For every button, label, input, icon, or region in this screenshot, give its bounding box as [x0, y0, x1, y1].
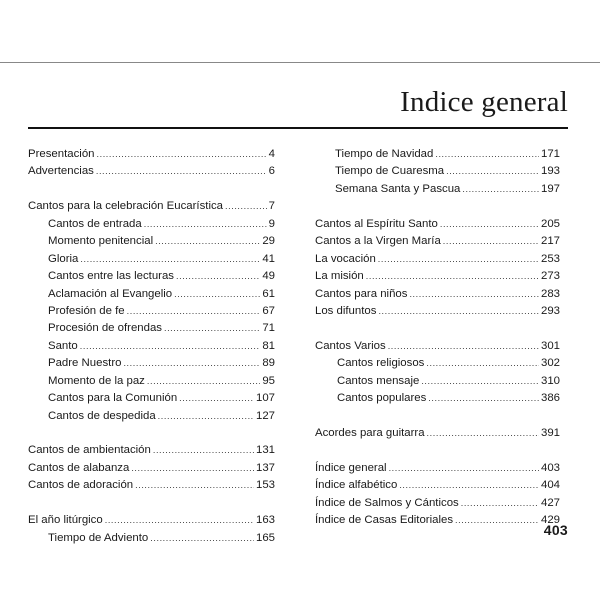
toc-entry-page: 403 — [540, 461, 560, 474]
toc-entry-label: La vocación — [315, 252, 376, 265]
toc-entry-page: 7 — [268, 200, 275, 213]
dot-leader — [105, 512, 254, 529]
toc-entry-label: Santo — [48, 339, 78, 352]
toc-entry-page: 404 — [540, 479, 560, 492]
dot-leader — [455, 512, 539, 529]
toc-entry-page: 29 — [262, 235, 275, 248]
toc-subentry[interactable] — [28, 338, 275, 355]
dot-leader — [174, 286, 260, 303]
toc-entry-page: 273 — [540, 270, 560, 283]
toc-entry[interactable] — [28, 460, 275, 477]
dot-leader — [443, 233, 539, 250]
page-title: Indice general — [400, 86, 568, 118]
toc-entry[interactable] — [28, 198, 275, 215]
toc-entry-page: 171 — [540, 148, 560, 160]
dot-leader — [435, 146, 539, 163]
toc-entry-label: Padre Nuestro — [48, 357, 122, 370]
toc-entry-label: Cantos de adoración — [28, 479, 134, 492]
toc-entry-label: Los difuntos — [315, 304, 377, 317]
toc-entry-page: 193 — [540, 165, 560, 178]
toc-entry-label: Semana Santa y Pascua — [335, 182, 461, 195]
section-spacer — [315, 408, 560, 425]
toc-entry-page: 283 — [540, 287, 560, 300]
toc-entry[interactable] — [315, 233, 560, 250]
dot-leader — [461, 495, 539, 512]
toc-entry-page: 293 — [540, 304, 560, 317]
toc-entry-label: Cantos mensaje — [337, 374, 420, 387]
dot-leader — [80, 251, 260, 268]
dot-leader — [440, 216, 539, 233]
toc-entry-label: Cantos entre las lecturas — [48, 270, 174, 283]
toc-subentry[interactable] — [28, 408, 275, 425]
toc-subentry[interactable] — [28, 373, 275, 390]
dot-leader — [421, 373, 539, 390]
toc-entry-label: Tiempo de Navidad — [335, 148, 434, 160]
section-spacer — [28, 425, 275, 442]
dot-leader — [176, 268, 260, 285]
toc-entry-page: 89 — [262, 357, 275, 370]
dot-leader — [80, 338, 261, 355]
toc-subentry[interactable] — [28, 390, 275, 407]
dot-leader — [399, 477, 539, 494]
toc-subentry[interactable] — [28, 286, 275, 303]
toc-entry-label: El año litúrgico — [28, 514, 103, 527]
toc-entry-page: 165 — [255, 531, 275, 544]
dot-leader — [150, 530, 254, 547]
toc-left-column — [28, 146, 275, 547]
dot-leader — [96, 163, 267, 180]
toc-entry-label: Tiempo de Adviento — [48, 531, 149, 544]
toc-entry-page: 391 — [540, 427, 560, 439]
toc-entry-label: Índice alfabético — [315, 479, 398, 492]
toc-entry[interactable] — [315, 216, 560, 233]
dot-leader — [389, 460, 539, 477]
dot-leader — [131, 460, 254, 477]
toc-subentry[interactable] — [315, 146, 560, 163]
toc-entry-label: Aclamación al Evangelio — [48, 287, 173, 300]
dot-leader — [123, 355, 260, 372]
dot-leader — [462, 181, 539, 198]
toc-entry[interactable] — [315, 251, 560, 268]
toc-subentry[interactable] — [315, 390, 560, 407]
toc-entry-label: Gloria — [48, 252, 79, 265]
toc-right-column — [315, 146, 560, 530]
toc-entry-label: Acordes para guitarra — [315, 427, 425, 439]
toc-entry-label: Cantos populares — [337, 392, 427, 405]
toc-subentry[interactable] — [315, 181, 560, 198]
dot-leader — [153, 442, 254, 459]
toc-entry-label: Índice de Casas Editoriales — [315, 514, 454, 527]
dot-leader — [366, 268, 539, 285]
toc-entry-page: 131 — [255, 444, 275, 457]
dot-leader — [378, 303, 539, 320]
toc-entry-page: 163 — [255, 514, 275, 527]
toc-entry[interactable] — [28, 512, 275, 529]
toc-entry-page: 429 — [540, 514, 560, 527]
dot-leader — [127, 303, 261, 320]
toc-entry-label: Cantos de ambientación — [28, 444, 151, 457]
toc-entry-label: Cantos a la Virgen María — [315, 235, 441, 248]
dot-leader — [155, 233, 260, 250]
toc-entry-page: 49 — [262, 270, 275, 283]
toc-entry-page: 205 — [540, 217, 560, 230]
toc-entry-page: 217 — [540, 235, 560, 248]
toc-entry-page: 71 — [262, 322, 275, 335]
section-spacer — [315, 442, 560, 459]
page-number: 403 — [543, 522, 568, 538]
dot-leader — [428, 390, 539, 407]
dot-leader — [427, 425, 539, 442]
toc-entry-label: Índice de Salmos y Cánticos — [315, 496, 459, 509]
dot-leader — [147, 373, 260, 390]
toc-entry-page: 253 — [540, 252, 560, 265]
toc-entry-page: 302 — [540, 357, 560, 370]
toc-entry-page: 137 — [255, 461, 275, 474]
toc-entry-label: Cantos para la celebración Eucarística — [28, 200, 224, 213]
toc-entry-label: Cantos de alabanza — [28, 461, 130, 474]
dot-leader — [446, 163, 539, 180]
toc-subentry[interactable] — [28, 251, 275, 268]
toc-entry-label: Cantos Varios — [315, 339, 386, 352]
toc-entry[interactable] — [315, 460, 560, 477]
toc-entry[interactable] — [315, 425, 560, 442]
toc-entry-page: 95 — [262, 374, 275, 387]
toc-entry[interactable] — [315, 495, 560, 512]
dot-leader — [388, 338, 539, 355]
toc-entry-label: La misión — [315, 270, 364, 283]
toc-entry-page: 427 — [540, 496, 560, 509]
toc-entry-label: Cantos para niños — [315, 287, 408, 300]
dot-leader — [426, 355, 539, 372]
toc-entry-label: Tiempo de Cuaresma — [335, 165, 445, 178]
toc-entry-label: Profesión de fe — [48, 304, 125, 317]
toc-entry-label: Cantos al Espíritu Santo — [315, 217, 438, 230]
dot-leader — [378, 251, 539, 268]
toc-entry-page: 6 — [268, 165, 275, 178]
toc-entry-page: 41 — [262, 252, 275, 265]
title-underline — [28, 127, 568, 129]
toc-entry-page: 61 — [262, 287, 275, 300]
dot-leader — [135, 477, 254, 494]
toc-entry-page: 127 — [255, 409, 275, 422]
toc-entry-page: 301 — [540, 339, 560, 352]
toc-entry[interactable] — [315, 512, 560, 529]
dot-leader — [179, 390, 254, 407]
section-spacer — [28, 495, 275, 512]
toc-entry-label: Cantos de entrada — [48, 217, 142, 230]
toc-entry[interactable] — [28, 442, 275, 459]
toc-entry-label: Cantos de despedida — [48, 409, 156, 422]
toc-entry[interactable] — [315, 477, 560, 494]
toc-subentry[interactable] — [28, 303, 275, 320]
toc-entry-label: Procesión de ofrendas — [48, 322, 162, 335]
toc-entry-page: 67 — [262, 304, 275, 317]
dot-leader — [164, 320, 260, 337]
dot-leader — [409, 286, 539, 303]
toc-entry-page: 197 — [540, 182, 560, 195]
dot-leader — [144, 216, 267, 233]
toc-entry-label: Momento penitencial — [48, 235, 154, 248]
toc-entry-label: Índice general — [315, 461, 387, 474]
toc-entry-page: 9 — [268, 217, 275, 230]
toc-entry[interactable] — [28, 163, 275, 180]
toc-entry-page: 81 — [262, 339, 275, 352]
toc-entry-page: 310 — [540, 374, 560, 387]
toc-subentry[interactable] — [28, 268, 275, 285]
toc-subentry[interactable] — [28, 233, 275, 250]
section-spacer — [315, 198, 560, 215]
toc-entry-label: Cantos religiosos — [337, 357, 425, 370]
toc-entry[interactable] — [28, 146, 275, 163]
toc-entry[interactable] — [315, 286, 560, 303]
dot-leader — [225, 198, 267, 215]
toc-entry[interactable] — [315, 303, 560, 320]
toc-entry-label: Advertencias — [28, 165, 94, 178]
toc-subentry[interactable] — [28, 355, 275, 372]
toc-subentry[interactable] — [315, 163, 560, 180]
toc-subentry[interactable] — [28, 530, 275, 547]
top-divider — [0, 62, 600, 63]
toc-entry[interactable] — [315, 338, 560, 355]
toc-entry-label: Presentación — [28, 148, 95, 160]
toc-entry[interactable] — [28, 477, 275, 494]
section-spacer — [315, 320, 560, 337]
toc-subentry[interactable] — [28, 320, 275, 337]
toc-entry-label: Cantos para la Comunión — [48, 392, 178, 405]
toc-entry-page: 4 — [268, 148, 275, 160]
dot-leader — [158, 408, 254, 425]
toc-subentry[interactable] — [315, 373, 560, 390]
toc-entry[interactable] — [315, 268, 560, 285]
toc-entry-page: 107 — [255, 392, 275, 405]
toc-subentry[interactable] — [315, 355, 560, 372]
toc-entry-page: 386 — [540, 392, 560, 405]
dot-leader — [97, 146, 267, 163]
toc-subentry[interactable] — [28, 216, 275, 233]
toc-entry-page: 153 — [255, 479, 275, 492]
toc-entry-label: Momento de la paz — [48, 374, 145, 387]
section-spacer — [28, 181, 275, 198]
